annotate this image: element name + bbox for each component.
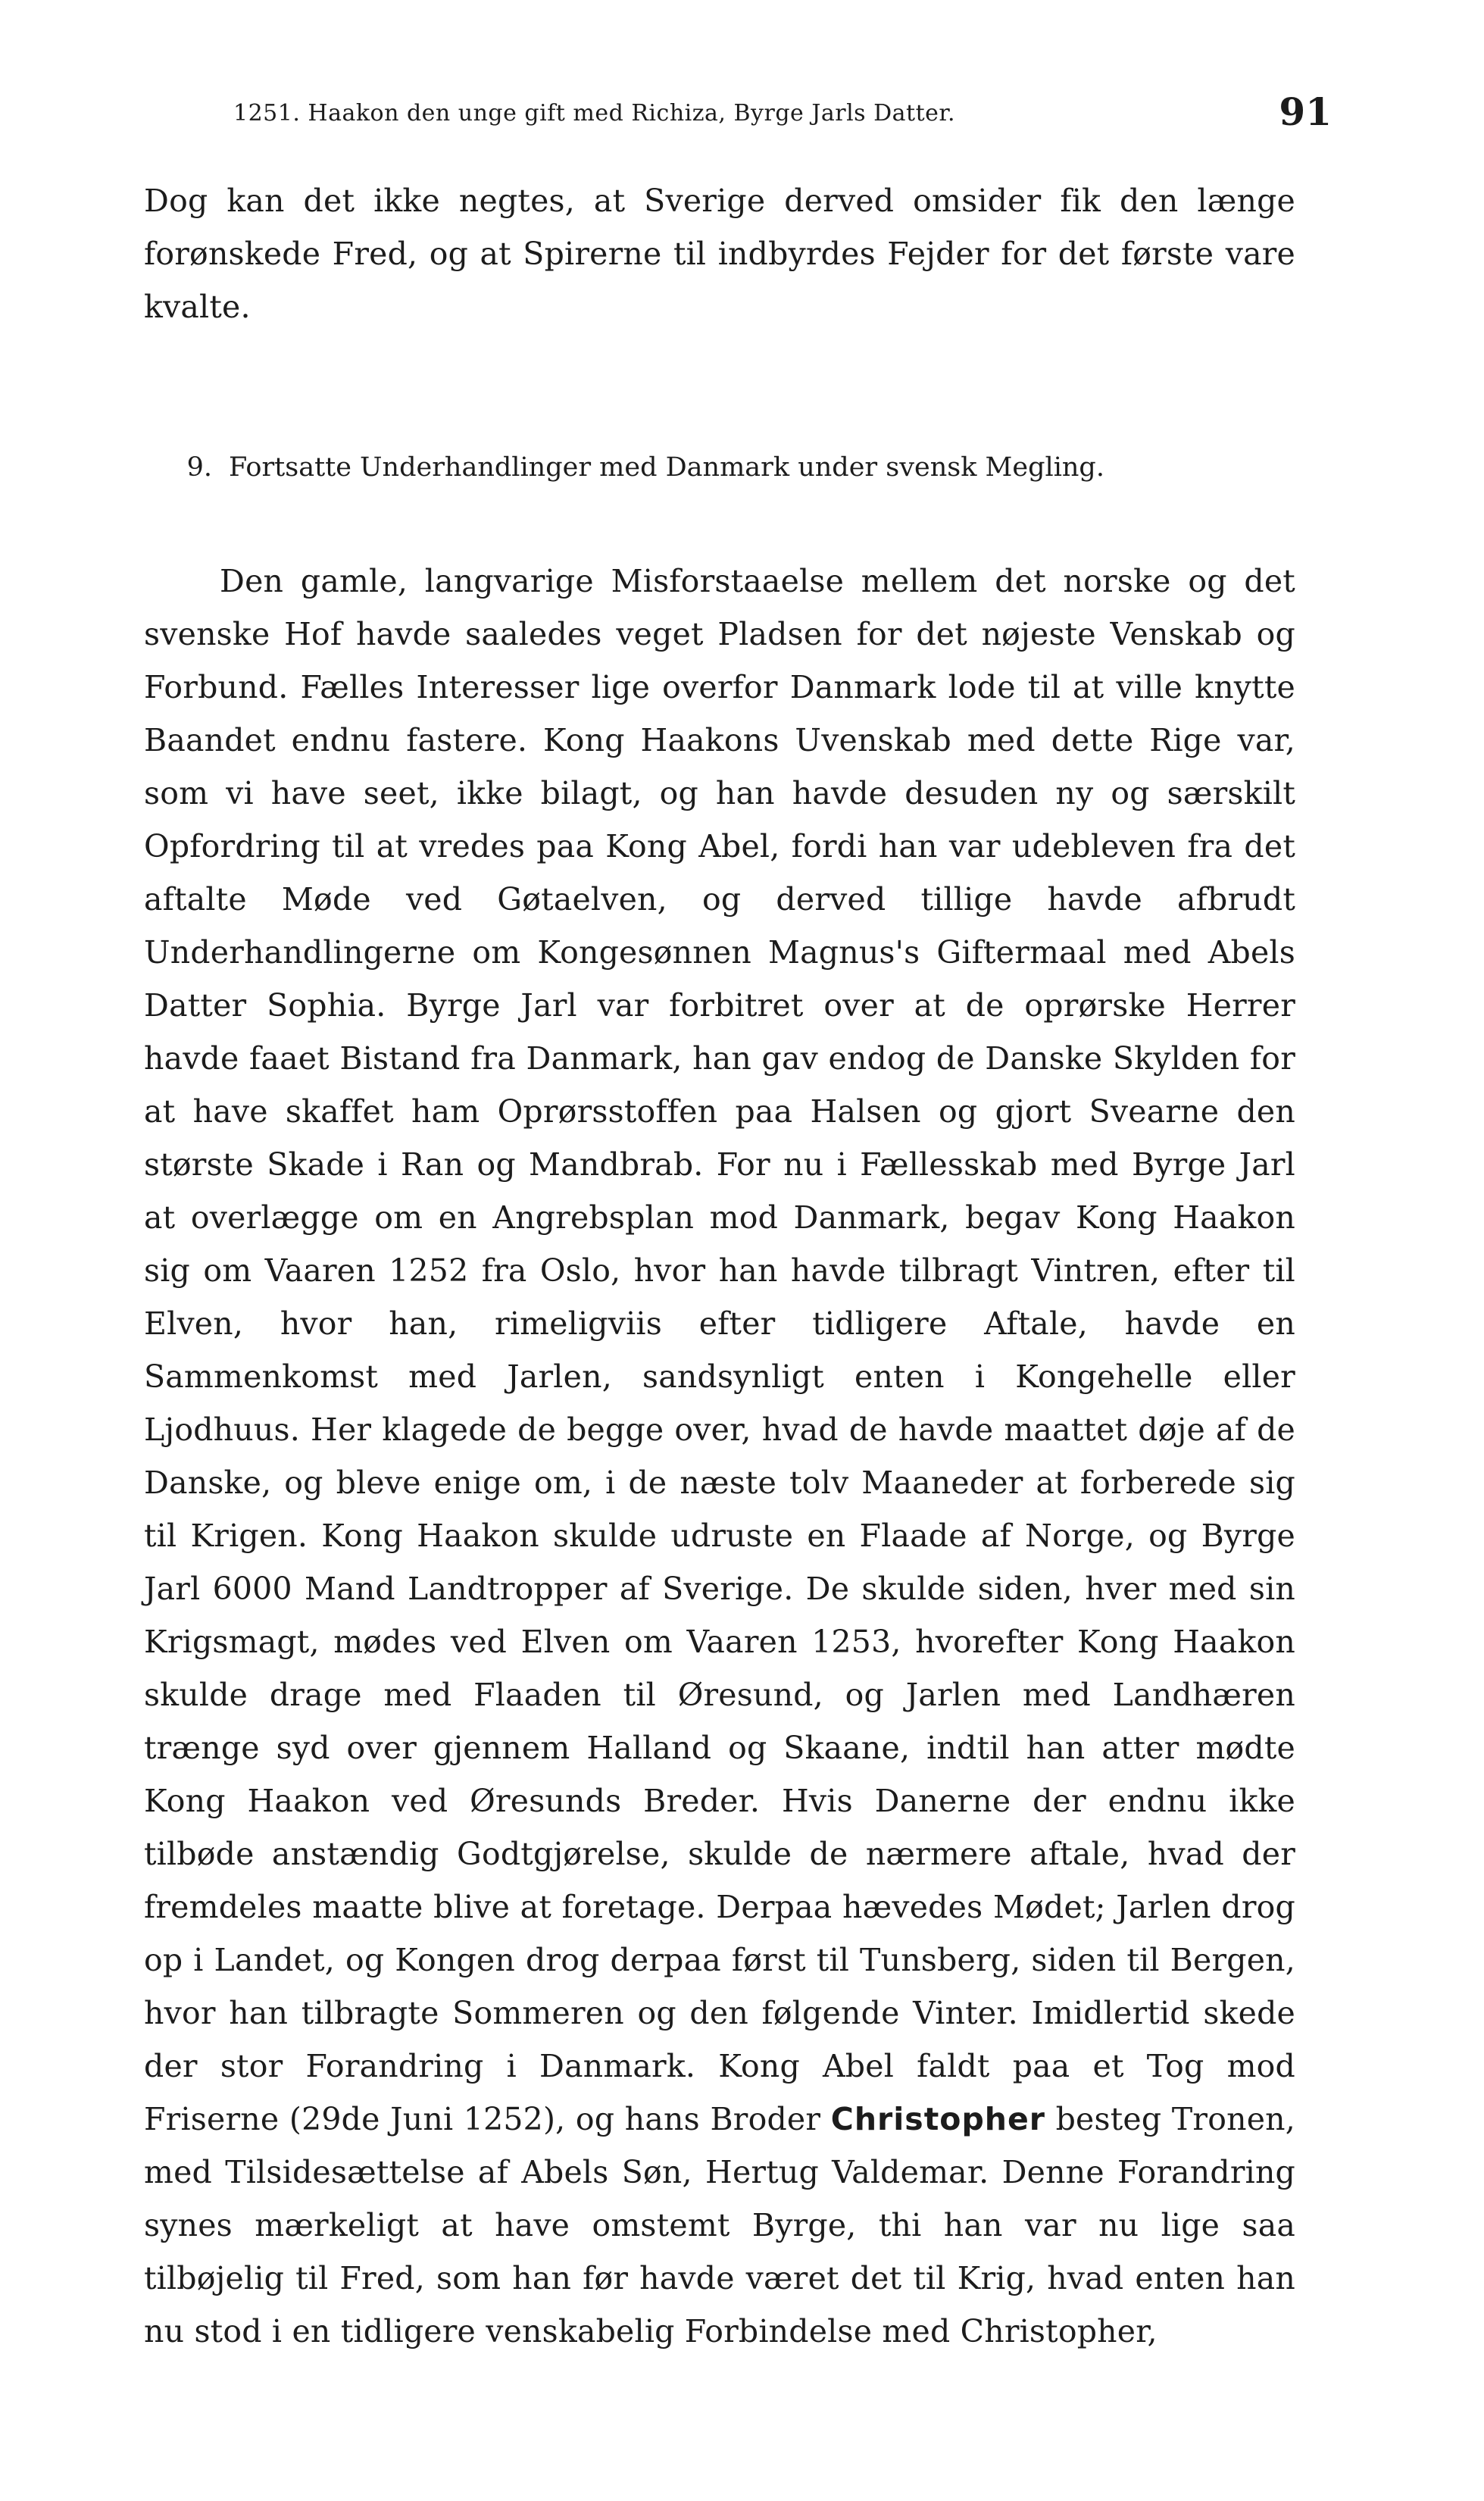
section-title: Fortsatte Underhandlinger med Danmark under svensk Megling. [229, 452, 1104, 483]
section-number: 9. [186, 452, 212, 483]
body-text-part2: besteg Tronen, med Tilsidesættelse af Abels Søn, Hertug Valdemar. Denne Forandring synes mærkeligt at have omstemt Byrge, thi han var nu lige saa tilbøjelig til Fred, som han før havde været det til Krig, hvad enten han nu stod i en tidligere venskabelig Forbindelse med Christopher, [144, 2101, 1296, 2349]
running-header [233, 89, 1332, 135]
running-title: 1251. Haakon den unge gift med Richiza, Byrge Jarls Datter. [233, 100, 955, 127]
intro-paragraph: Dog kan det ikke negtes, at Sverige derved omsider fik den længe forønskede Fred, og at Spirerne til indbyrdes Fejder for det første vare kvalte. [144, 183, 1295, 325]
main-paragraph [144, 555, 1295, 2358]
page-number: 91 [1279, 89, 1332, 134]
emphasized-name: Christopher [830, 2101, 1046, 2137]
section-heading [144, 449, 1326, 486]
body-text-part1: Den gamle, langvarige Misforstaaelse mellem det norske og det svenske Hof havde saaledes veget Pladsen for det nøjeste Venskab og Forbund. Fælles Interesser lige overfor Danmark lode til at ville knytte Baandet endnu fastere. Kong Haakons Uvenskab med dette Rige var, som vi have seet, ikke bilagt, og han havde desuden ny og særskilt Opfordring til at vredes paa Kong Abel, fordi han var udebleven fra det aftalte Møde ved Gøtaelven, og derved tillige havde afbrudt Underhandlingerne om Kongesønnen Magnus's Giftermaal med Abels Datter Sophia. Byrge Jarl var forbitret over at de oprørske Herrer havde faaet Bistand fra Danmark, han gav endog de Danske Skylden for at have skaffet ham Oprørsstoffen paa Halsen og gjort Svearne den største Skade i Ran og Mandbrab. For nu i Fællesskab med Byrge Jarl at overlægge om en Angrebsplan mod Danmark, begav Kong Haakon sig om Vaaren 1252 fra Oslo, hvor han havde tilbragt Vintren, efter til Elven, hvor han, rimeligviis efter tidligere Aftale, havde en Sammenkomst med Jarlen, sandsynligt enten i Kongehelle eller Ljodhuus. Her klagede de begge over, hvad de havde maattet døje af de Danske, og bleve enige om, i de næste tolv Maaneder at forberede sig til Krigen. Kong Haakon skulde udruste en Flaade af Norge, og Byrge Jarl 6000 Mand Landtropper af Sverige. De skulde siden, hver med sin Krigsmagt, mødes ved Elven om Vaaren 1253, hvorefter Kong Haakon skulde drage med Flaaden til Øresund, og Jarlen med Landhæren trænge syd over gjennem Halland og Skaane, indtil han atter mødte Kong Haakon ved Øresunds Breder. Hvis Danerne der endnu ikke tilbøde anstændig Godtgjørelse, skulde de nærmere aftale, hvad der fremdeles maatte blive at foretage. Derpaa hævedes Mødet; Jarlen drog op i Landet, og Kongen drog derpaa først til Tunsberg, siden til Bergen, hvor han tilbragte Sommeren og den følgende Vinter. Imidlertid skede der stor Forandring i Danmark. Kong Abel faldt paa et Tog mod Friserne (29de Juni 1252), og hans Broder [144, 563, 1295, 2137]
